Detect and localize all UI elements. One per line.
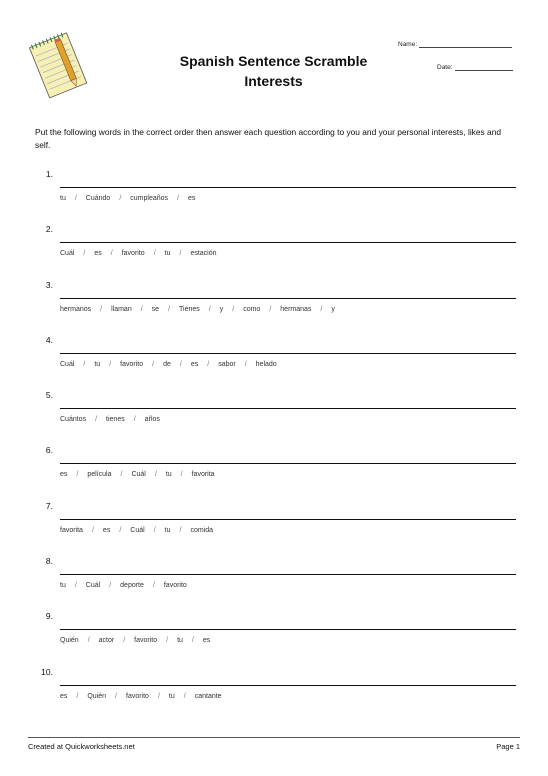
word-separator: / [110,250,113,258]
question-item [0,333,548,388]
answer-line[interactable] [60,685,516,686]
answer-line[interactable] [60,408,516,409]
scrambled-words [60,416,160,423]
word-separator: / [95,416,98,424]
question-number: 8. [45,556,53,567]
scrambled-word: Cuál [60,250,75,258]
answer-line[interactable] [60,298,516,299]
scrambled-words [60,361,277,368]
scrambled-word: tu [164,250,171,258]
name-blank[interactable] [419,40,512,48]
worksheet-title [150,51,397,91]
date-label: Date: [437,64,453,71]
word-separator: / [157,692,160,700]
word-separator: / [153,250,156,258]
scrambled-word: es [60,471,68,479]
scrambled-word: deporte [120,582,144,590]
word-separator: / [91,526,94,534]
scrambled-word: Tienes [179,305,200,313]
scrambled-word: tienes [106,416,125,424]
answer-line[interactable] [60,242,516,243]
scrambled-word: favorito [163,582,187,590]
scrambled-word: cumpleaños [130,195,169,202]
scrambled-word: como [243,305,261,313]
answer-line[interactable] [60,463,516,464]
word-separator: / [244,360,247,368]
scrambled-word: cantante [194,692,222,700]
scrambled-word: tu [60,195,66,202]
answer-line[interactable] [60,519,516,520]
scrambled-word: Cuántos [60,416,87,424]
question-number: 9. [45,611,53,622]
scrambled-word: de [163,360,171,368]
scrambled-word: favorita [191,471,215,479]
scrambled-words [60,582,187,589]
word-separator: / [74,582,77,590]
scrambled-word: Cuál [85,582,101,590]
answer-line[interactable] [60,187,516,188]
scrambled-words [60,306,335,313]
word-separator: / [115,692,117,700]
title-line-2: Interests [244,73,303,89]
scrambled-word: sabor [218,360,236,368]
word-separator: / [133,416,136,424]
date-blank[interactable] [455,63,513,71]
scrambled-word: tu [164,526,171,534]
scrambled-word: tu [177,637,183,645]
question-item [0,665,548,720]
scrambled-word: es [202,637,211,645]
question-number: 1. [45,169,53,179]
scrambled-word: es [94,250,102,258]
word-separator: / [208,305,211,313]
footer-divider [28,737,520,738]
word-separator: / [83,360,86,368]
answer-line[interactable] [60,629,516,630]
word-separator: / [191,637,194,645]
question-item [0,222,548,277]
word-separator: / [152,582,155,590]
word-separator: / [179,250,182,258]
scrambled-words [60,693,222,700]
scrambled-word: helado [255,360,277,368]
scrambled-words [60,471,215,478]
scrambled-word: estación [190,250,217,258]
word-separator: / [76,471,79,479]
answer-line[interactable] [60,574,516,575]
scrambled-words [60,527,213,534]
scrambled-word: tu [168,692,175,700]
scrambled-word: se [151,305,160,313]
word-separator: / [140,305,143,313]
question-number: 2. [45,224,53,235]
word-separator: / [183,692,186,700]
question-number: 3. [45,279,53,290]
word-separator: / [109,582,112,590]
scrambled-word: hermanas [280,305,312,313]
word-separator: / [120,471,123,479]
title-line-1: Spanish Sentence Scramble [179,53,368,69]
word-separator: / [87,637,90,645]
question-number: 10. [41,666,53,677]
word-separator: / [168,305,171,313]
word-separator: / [100,305,103,313]
scrambled-word: favorito [121,250,145,258]
scrambled-word: Cuál [130,526,145,534]
word-separator: / [76,692,79,700]
word-separator: / [154,471,157,479]
word-separator: / [269,305,272,313]
scrambled-word: es [102,526,111,534]
name-label: Name: [398,41,418,48]
notepad-pencil-logo [28,28,90,102]
scrambled-word: años [144,416,160,424]
word-separator: / [109,360,112,368]
question-item [0,167,548,222]
scrambled-word: Cuál [131,471,146,479]
question-list [0,167,548,720]
question-item [0,278,548,333]
scrambled-word: llaman [111,305,132,313]
word-separator: / [74,195,77,202]
footer-credit: Created at Quickworksheets.net [28,742,135,751]
scrambled-word: Cuándo [85,195,111,202]
scrambled-word: actor [98,637,115,645]
answer-line[interactable] [60,353,516,354]
word-separator: / [180,471,183,479]
scrambled-word: es [190,360,199,368]
scrambled-word: Quién [87,692,107,700]
word-separator: / [179,526,182,534]
word-separator: / [153,526,156,534]
word-separator: / [152,360,155,368]
question-item [0,609,548,664]
word-separator: / [166,637,169,645]
scrambled-word: tu [165,471,172,479]
word-separator: / [119,195,122,202]
word-separator: / [232,305,235,313]
scrambled-word: Quién [60,637,79,645]
scrambled-word: tu [60,582,66,590]
scrambled-word: favorita [60,526,83,534]
scrambled-words [60,195,195,202]
scrambled-word: es [187,195,196,202]
scrambled-word: favorito [120,360,144,368]
scrambled-word: hermanos [60,305,92,313]
page-number: Page 1 [496,742,520,751]
question-item [0,443,548,498]
word-separator: / [179,360,182,368]
scrambled-word: película [87,471,112,479]
scrambled-word: Cuál [60,360,75,368]
word-separator: / [320,305,323,313]
question-item [0,554,548,609]
scrambled-word: favorito [126,692,149,700]
instructions: Put the following words in the correct order then answer each question according to you and your personal interests, likes and self. [35,127,502,150]
question-number: 5. [45,390,53,401]
word-separator: / [119,526,122,534]
scrambled-words [60,637,210,644]
scrambled-word: comida [190,526,214,534]
date-field[interactable] [437,63,513,71]
scrambled-words [60,250,217,257]
name-field[interactable] [398,40,512,48]
question-number: 4. [45,334,53,345]
scrambled-word: y [331,305,335,313]
word-separator: / [177,195,179,202]
scrambled-word: favorito [134,637,158,645]
word-separator: / [83,250,86,258]
word-separator: / [123,637,126,645]
question-item [0,499,548,554]
question-number: 7. [45,500,53,511]
question-item [0,388,548,443]
scrambled-word: y [219,305,224,313]
scrambled-word: tu [94,360,101,368]
word-separator: / [207,360,210,368]
scrambled-word: es [60,692,68,700]
question-number: 6. [45,445,53,456]
